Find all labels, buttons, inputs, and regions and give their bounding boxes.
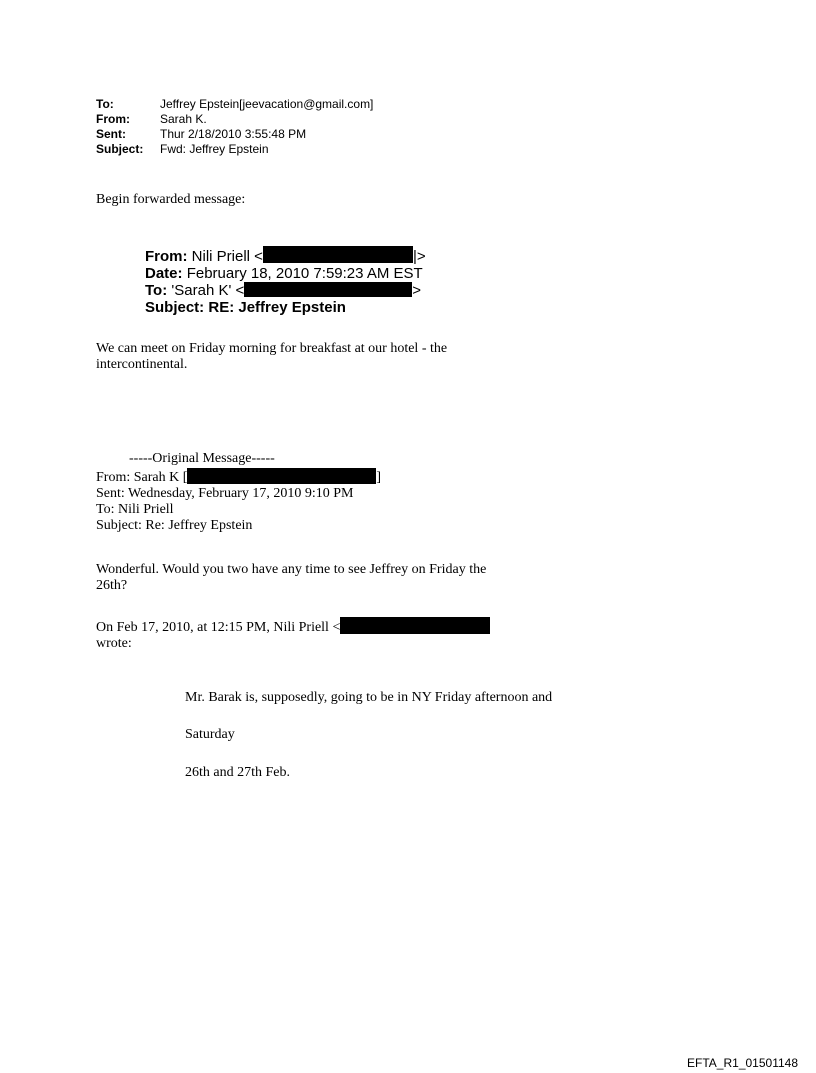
- quote-intro-row: [96, 617, 490, 636]
- redaction-bar: [263, 246, 413, 263]
- reply-line: intercontinental.: [96, 357, 188, 372]
- header-subject-value: Fwd: Jeffrey Epstein: [160, 142, 269, 156]
- forwarded-to-row: [145, 282, 426, 300]
- forwarded-date-row: [145, 266, 426, 283]
- message-paragraph: [96, 562, 486, 594]
- forwarded-to-value: 'Sarah K' <: [171, 282, 245, 299]
- forwarded-date-label: Date:: [145, 264, 183, 282]
- quoted-line: Mr. Barak is, supposedly, going to be in NY Friday afternoon and: [185, 690, 553, 705]
- header-from-label: From:: [96, 112, 130, 126]
- email-header: [96, 97, 373, 157]
- redaction-bar: [244, 282, 412, 297]
- forwarded-from-row: [145, 246, 426, 266]
- redaction-bar: [187, 468, 376, 484]
- original-from-row: [96, 468, 381, 486]
- reply-line: We can meet on Friday morning for breakfast at our hotel - the: [96, 341, 448, 356]
- forwarded-from-label: From:: [145, 248, 188, 265]
- original-from-end: ]: [376, 470, 382, 485]
- quote-intro-wrote: wrote:: [96, 636, 132, 651]
- forwarded-to-end: >: [412, 282, 422, 299]
- document-id: EFTA_R1_01501148: [687, 1056, 798, 1070]
- message-line: 26th?: [96, 578, 128, 593]
- header-sent-row: [96, 127, 373, 142]
- header-to-label: To:: [96, 97, 114, 111]
- quoted-line: 26th and 27th Feb.: [185, 765, 290, 780]
- original-message-title: -----Original Message-----: [129, 451, 275, 466]
- forwarded-subject-value: RE: Jeffrey Epstein: [208, 298, 346, 316]
- message-line: Wonderful. Would you two have any time to see Jeffrey on Friday the: [96, 562, 487, 577]
- header-subject-label: Subject:: [96, 142, 144, 156]
- header-from-value: Sarah K.: [160, 112, 207, 126]
- forwarded-from-value: Nili Priell <: [191, 248, 263, 265]
- header-to-value: Jeffrey Epstein[jeevacation@gmail.com]: [160, 97, 374, 111]
- forwarded-date-value: February 18, 2010 7:59:23 AM EST: [186, 264, 423, 282]
- forwarded-subject-row: [145, 300, 426, 317]
- header-to-row: [96, 97, 373, 112]
- forward-intro: Begin forwarded message:: [96, 192, 246, 207]
- original-to: To: Nili Priell: [96, 502, 174, 517]
- header-sent-label: Sent:: [96, 127, 126, 141]
- redaction-bar: [340, 617, 490, 634]
- quoted-line: Saturday: [185, 727, 235, 742]
- header-from-row: [96, 112, 373, 127]
- original-message-header: [96, 468, 381, 534]
- reply-paragraph: [96, 341, 447, 373]
- original-from: From: Sarah K [: [96, 470, 188, 485]
- forwarded-to-label: To:: [145, 282, 168, 299]
- forwarded-subject-label: Subject:: [145, 298, 205, 316]
- original-sent: Sent: Wednesday, February 17, 2010 9:10 PM: [96, 486, 354, 501]
- forwarded-from-end: |>: [412, 248, 426, 265]
- quote-intro-text: On Feb 17, 2010, at 12:15 PM, Nili Priell <: [96, 620, 341, 635]
- forwarded-header: [145, 246, 426, 316]
- header-subject-row: [96, 142, 373, 157]
- original-subject: Subject: Re: Jeffrey Epstein: [96, 518, 253, 533]
- header-sent-value: Thur 2/18/2010 3:55:48 PM: [160, 127, 307, 141]
- quote-intro: [96, 617, 490, 652]
